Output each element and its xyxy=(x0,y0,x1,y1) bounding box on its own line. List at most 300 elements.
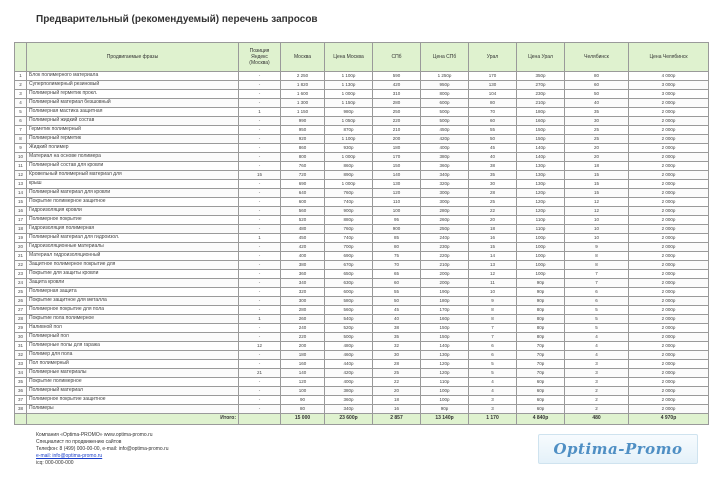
phrase-cell: Гидроизоляция полимерная xyxy=(27,225,239,234)
table-cell: - xyxy=(239,144,281,153)
table-cell: 1 300 xyxy=(281,99,325,108)
table-cell: 2 000р xyxy=(629,153,709,162)
phrase-cell: Материал на основе полимера xyxy=(27,153,239,162)
column-header: СПб xyxy=(373,43,421,72)
phrase-cell: Покрытие для защиты кровли xyxy=(27,270,239,279)
table-cell: 120р xyxy=(421,360,469,369)
table-cell: 540р xyxy=(325,315,373,324)
table-cell: - xyxy=(239,72,281,81)
total-index-cell xyxy=(15,414,27,425)
table-row xyxy=(15,252,709,261)
table-cell: 27 xyxy=(15,306,27,315)
table-cell: 90 xyxy=(281,396,325,405)
table-cell: - xyxy=(239,153,281,162)
table-cell: 21 xyxy=(239,369,281,378)
phrase-cell: Защитное полимерное покрытие для xyxy=(27,261,239,270)
table-cell: 6 xyxy=(565,288,629,297)
table-cell: 15 xyxy=(565,180,629,189)
table-cell: 2 000р xyxy=(629,144,709,153)
table-cell: 160 xyxy=(281,360,325,369)
table-cell: 180 xyxy=(281,351,325,360)
table-cell: 2 xyxy=(565,396,629,405)
table-cell: - xyxy=(239,126,281,135)
table-cell: 70 xyxy=(373,261,421,270)
table-cell: 16 xyxy=(373,405,421,414)
table-cell: 120 xyxy=(373,189,421,198)
table-cell: 70р xyxy=(517,369,565,378)
table-cell: 2 000р xyxy=(629,279,709,288)
phrase-cell: Полимерный состав для кровли xyxy=(27,162,239,171)
table-cell: 450р xyxy=(421,126,469,135)
table-cell: 70р xyxy=(517,342,565,351)
table-cell: - xyxy=(239,180,281,189)
table-cell: 1 000р xyxy=(325,180,373,189)
table-cell: 2 000р xyxy=(629,306,709,315)
phrase-cell: Полимерная мастика защитная xyxy=(27,108,239,117)
table-cell: 24 xyxy=(15,279,27,288)
table-cell: 2 000р xyxy=(629,198,709,207)
table-cell: 37 xyxy=(15,396,27,405)
table-cell: 22 xyxy=(373,378,421,387)
table-cell: 100 xyxy=(373,207,421,216)
table-cell: 200 xyxy=(373,135,421,144)
table-cell: 420 xyxy=(281,243,325,252)
table-cell: - xyxy=(239,252,281,261)
table-cell: 85 xyxy=(373,234,421,243)
table-cell: 480 xyxy=(281,225,325,234)
table-cell: 4 000р xyxy=(629,72,709,81)
table-cell: 70р xyxy=(517,351,565,360)
table-cell: 50 xyxy=(469,135,517,144)
phrase-cell: Полимерное покрытие для пола xyxy=(27,306,239,315)
total-cell: 4 970р xyxy=(629,414,709,425)
column-header: Цена Урал xyxy=(517,43,565,72)
table-cell: 110 xyxy=(373,198,421,207)
table-cell: 12 xyxy=(239,342,281,351)
table-cell: 130р xyxy=(517,171,565,180)
table-row xyxy=(15,333,709,342)
table-cell: 190р xyxy=(421,288,469,297)
table-cell: 860 xyxy=(281,144,325,153)
table-cell: 420 xyxy=(373,81,421,90)
table-row xyxy=(15,189,709,198)
table-cell: 60 xyxy=(565,81,629,90)
table-cell: 890р xyxy=(325,171,373,180)
table-cell: 2 xyxy=(565,405,629,414)
table-cell: 7 xyxy=(469,324,517,333)
table-row xyxy=(15,126,709,135)
phrase-cell: Полимерный герметик xyxy=(27,135,239,144)
table-cell: 230р xyxy=(517,90,565,99)
phrase-cell: Полимерные полы для гаража xyxy=(27,342,239,351)
table-cell: 60р xyxy=(517,387,565,396)
table-row xyxy=(15,324,709,333)
table-cell: 26 xyxy=(15,297,27,306)
table-row xyxy=(15,342,709,351)
optima-promo-logo xyxy=(538,434,698,464)
table-cell: 760 xyxy=(281,162,325,171)
table-cell: 90р xyxy=(517,279,565,288)
table-cell: 22 xyxy=(15,261,27,270)
table-cell: 140 xyxy=(281,369,325,378)
table-row xyxy=(15,144,709,153)
table-cell: 9 xyxy=(565,243,629,252)
table-cell: 21 xyxy=(15,252,27,261)
table-cell: 120р xyxy=(517,207,565,216)
table-cell: 75 xyxy=(373,252,421,261)
table-cell: 2 000р xyxy=(629,234,709,243)
table-cell: 32 xyxy=(373,342,421,351)
table-cell: 2 000р xyxy=(629,315,709,324)
table-cell: 28 xyxy=(373,360,421,369)
table-cell: 38 xyxy=(373,324,421,333)
table-cell: 740р xyxy=(325,234,373,243)
table-row xyxy=(15,216,709,225)
table-cell: 2 000р xyxy=(629,378,709,387)
table-cell: - xyxy=(239,324,281,333)
table-cell: - xyxy=(239,270,281,279)
phrase-cell: Полимерный материал для гидроизол. xyxy=(27,234,239,243)
footer-line: Специалист по продвижению сайтов xyxy=(36,439,122,445)
table-cell: 4 xyxy=(565,342,629,351)
total-cell: 480 xyxy=(565,414,629,425)
table-cell: 15 xyxy=(565,189,629,198)
table-cell: 300р xyxy=(421,189,469,198)
table-cell: 2 000р xyxy=(629,135,709,144)
table-cell: 7 xyxy=(469,333,517,342)
table-cell: 2 000р xyxy=(629,342,709,351)
table-cell: 100р xyxy=(517,270,565,279)
phrase-cell: Суперполимерный резиновый xyxy=(27,81,239,90)
contact-footer xyxy=(36,432,169,467)
table-row xyxy=(15,288,709,297)
table-row xyxy=(15,396,709,405)
table-cell: 880р xyxy=(325,216,373,225)
total-cell: 2 857 xyxy=(373,414,421,425)
table-cell: 100р xyxy=(517,261,565,270)
table-cell: 5 xyxy=(565,306,629,315)
table-cell: 32 xyxy=(15,351,27,360)
table-cell: 340р xyxy=(421,171,469,180)
table-cell: 210р xyxy=(421,261,469,270)
table-cell: 2 000р xyxy=(629,108,709,117)
phrase-cell: Покрытие полимерное защитное xyxy=(27,198,239,207)
table-cell: 2 000р xyxy=(629,288,709,297)
table-cell: 340р xyxy=(325,405,373,414)
table-cell: 450 xyxy=(281,234,325,243)
total-label: Итого: xyxy=(27,414,239,425)
table-cell: 1 150 xyxy=(281,108,325,117)
table-cell: 80 xyxy=(565,72,629,81)
total-cell: 1 170 xyxy=(469,414,517,425)
table-cell: 25 xyxy=(565,135,629,144)
table-cell: 500р xyxy=(325,333,373,342)
table-cell: 60 xyxy=(469,117,517,126)
table-cell: 2 000р xyxy=(629,207,709,216)
table-cell: 2 000р xyxy=(629,387,709,396)
table-cell: 65 xyxy=(373,270,421,279)
table-cell: 11 xyxy=(469,279,517,288)
table-cell: 29 xyxy=(15,324,27,333)
table-cell: 80 xyxy=(373,243,421,252)
table-cell: 210р xyxy=(517,99,565,108)
table-cell: 400р xyxy=(421,144,469,153)
phrase-cell: Полимерный материал для кровли xyxy=(27,189,239,198)
total-cell: 23 600р xyxy=(325,414,373,425)
table-cell: 800 xyxy=(281,153,325,162)
table-cell: 260р xyxy=(421,216,469,225)
table-cell: 220р xyxy=(421,252,469,261)
table-cell: 350р xyxy=(517,72,565,81)
table-cell: 140 xyxy=(373,171,421,180)
table-cell: 2 000р xyxy=(629,243,709,252)
table-cell: 7 xyxy=(565,279,629,288)
table-cell: 3 xyxy=(565,360,629,369)
table-cell: 140р xyxy=(421,342,469,351)
table-cell: 35 xyxy=(565,108,629,117)
table-cell: 80р xyxy=(517,333,565,342)
table-cell: 18 xyxy=(15,225,27,234)
table-cell: 560р xyxy=(325,306,373,315)
table-cell: 60 xyxy=(373,279,421,288)
table-cell: 12 xyxy=(469,270,517,279)
table-cell: 1 100р xyxy=(325,135,373,144)
table-cell: 150р xyxy=(517,135,565,144)
table-cell: 560 xyxy=(281,207,325,216)
table-cell: 1 050р xyxy=(325,117,373,126)
table-cell: 2 xyxy=(15,81,27,90)
table-cell: - xyxy=(239,261,281,270)
table-cell: 500р xyxy=(421,117,469,126)
table-cell: 100р xyxy=(517,252,565,261)
table-cell: 10 xyxy=(565,225,629,234)
table-cell: - xyxy=(239,99,281,108)
table-cell: 300 xyxy=(281,297,325,306)
table-cell: 80 xyxy=(281,405,325,414)
table-cell: 14 xyxy=(469,252,517,261)
table-cell: 2 000р xyxy=(629,252,709,261)
keywords-table xyxy=(14,42,709,425)
table-cell: - xyxy=(239,288,281,297)
table-cell: 1 150р xyxy=(325,99,373,108)
table-cell: 3 000р xyxy=(629,90,709,99)
table-cell: 2 000р xyxy=(629,171,709,180)
total-cell: 15 000 xyxy=(281,414,325,425)
table-cell: 30 xyxy=(565,117,629,126)
table-cell: 14 xyxy=(15,189,27,198)
table-cell: 420р xyxy=(325,369,373,378)
table-cell: 720 xyxy=(281,171,325,180)
table-cell: 22 xyxy=(469,207,517,216)
table-cell: 25 xyxy=(373,369,421,378)
table-cell: 10 xyxy=(469,288,517,297)
table-cell: - xyxy=(239,243,281,252)
total-cell xyxy=(239,414,281,425)
table-cell: 104 xyxy=(469,90,517,99)
footer-line: Компания «Optima-PROMO» www.optima-promo.ru xyxy=(36,432,153,438)
table-cell: 930р xyxy=(325,144,373,153)
table-cell: 1 600 xyxy=(281,90,325,99)
table-cell: 35 xyxy=(469,171,517,180)
table-cell: 870р xyxy=(325,126,373,135)
table-cell: 18 xyxy=(565,162,629,171)
phrase-cell: Полимерный жидкий состав xyxy=(27,117,239,126)
phrase-cell: Пол полимерный xyxy=(27,360,239,369)
table-cell: 15 xyxy=(469,243,517,252)
table-cell: 990 xyxy=(281,117,325,126)
table-cell: 240 xyxy=(281,324,325,333)
table-cell: - xyxy=(239,207,281,216)
table-cell: 220 xyxy=(373,117,421,126)
table-row xyxy=(15,351,709,360)
table-cell: 1 xyxy=(239,234,281,243)
phrase-cell: Блок полимерного материала xyxy=(27,72,239,81)
table-cell: 80р xyxy=(517,324,565,333)
table-row xyxy=(15,153,709,162)
phrase-cell: Полимеры xyxy=(27,405,239,414)
table-cell: - xyxy=(239,360,281,369)
table-cell: 3 xyxy=(15,90,27,99)
table-cell: 1 xyxy=(15,72,27,81)
table-cell: - xyxy=(239,378,281,387)
table-cell: 800р xyxy=(421,90,469,99)
table-cell: 220 xyxy=(281,333,325,342)
table-total-row xyxy=(15,414,709,425)
table-cell: 130р xyxy=(421,351,469,360)
table-cell: 19 xyxy=(15,234,27,243)
table-cell: 580р xyxy=(325,297,373,306)
table-cell: 8 xyxy=(565,252,629,261)
table-cell: 100р xyxy=(421,396,469,405)
phrase-cell: Жидкий полимер xyxy=(27,144,239,153)
column-header: Позиция Яндекс (Москва) xyxy=(239,43,281,72)
phrase-cell: Наливной пол xyxy=(27,324,239,333)
table-cell: - xyxy=(239,162,281,171)
phrase-cell: Полимер для пола xyxy=(27,351,239,360)
table-cell: 400р xyxy=(325,378,373,387)
table-cell: 50 xyxy=(565,90,629,99)
table-cell: 3 000р xyxy=(629,81,709,90)
table-cell: 6 xyxy=(469,342,517,351)
table-cell: 30 xyxy=(373,351,421,360)
table-cell: 80р xyxy=(517,306,565,315)
table-cell: 2 000р xyxy=(629,180,709,189)
table-cell: 520р xyxy=(325,324,373,333)
footer-line: icq: 000-000-000 xyxy=(36,460,74,466)
table-cell: 380р xyxy=(421,153,469,162)
table-cell: 640 xyxy=(281,189,325,198)
table-cell: - xyxy=(239,198,281,207)
table-cell: - xyxy=(239,306,281,315)
table-cell: 5 xyxy=(565,315,629,324)
table-row xyxy=(15,261,709,270)
table-cell: 38 xyxy=(15,405,27,414)
table-cell: 980р xyxy=(325,108,373,117)
table-cell: 110р xyxy=(517,225,565,234)
table-cell: 2 000р xyxy=(629,189,709,198)
table-cell: 950 xyxy=(281,126,325,135)
table-row xyxy=(15,306,709,315)
table-cell: 240р xyxy=(421,234,469,243)
table-row xyxy=(15,225,709,234)
footer-line: Телефон: 8 (499) 000-00-00, e-mail: info@optima-promo.ru xyxy=(36,446,169,452)
table-cell: 38 xyxy=(469,162,517,171)
table-row xyxy=(15,378,709,387)
column-header: Цена Челябинск xyxy=(629,43,709,72)
footer-email-link[interactable]: e-mail: info@optima-promo.ru xyxy=(36,453,103,459)
table-cell: 280р xyxy=(421,207,469,216)
table-cell: 180р xyxy=(517,108,565,117)
table-cell: 210 xyxy=(373,126,421,135)
table-row xyxy=(15,387,709,396)
table-cell: 380р xyxy=(325,387,373,396)
table-cell: 8 xyxy=(15,135,27,144)
phrase-cell: Полимерная защита xyxy=(27,288,239,297)
table-cell: 6 xyxy=(15,117,27,126)
table-cell: 2 000р xyxy=(629,126,709,135)
table-cell: 460р xyxy=(325,351,373,360)
table-cell: 2 000р xyxy=(629,351,709,360)
table-cell: 80р xyxy=(517,315,565,324)
table-cell: 13 xyxy=(15,180,27,189)
table-cell: - xyxy=(239,225,281,234)
table-cell: 16 xyxy=(15,207,27,216)
table-cell: 6 xyxy=(469,351,517,360)
table-cell: 360р xyxy=(325,396,373,405)
table-cell: 760р xyxy=(325,225,373,234)
table-cell: 520 xyxy=(281,216,325,225)
table-cell: 670р xyxy=(325,261,373,270)
table-cell: 150р xyxy=(517,126,565,135)
total-cell: 13 140р xyxy=(421,414,469,425)
table-cell: 4 xyxy=(469,378,517,387)
table-cell: 15 xyxy=(565,171,629,180)
table-cell: 130 xyxy=(469,81,517,90)
table-cell: 600р xyxy=(325,288,373,297)
total-cell: 4 840р xyxy=(517,414,565,425)
table-row xyxy=(15,270,709,279)
table-cell: 100р xyxy=(421,387,469,396)
column-header: Москва xyxy=(281,43,325,72)
column-header: Цена Москва xyxy=(325,43,373,72)
table-cell: - xyxy=(239,405,281,414)
table-cell: 30 xyxy=(15,333,27,342)
table-row xyxy=(15,72,709,81)
table-cell: 1 xyxy=(239,108,281,117)
table-cell: 5 xyxy=(565,324,629,333)
table-cell: 7 xyxy=(15,126,27,135)
table-cell: - xyxy=(239,81,281,90)
table-cell: 13 xyxy=(469,261,517,270)
table-cell: 80 xyxy=(469,99,517,108)
table-cell: 140р xyxy=(517,144,565,153)
table-cell: 12 xyxy=(565,207,629,216)
table-cell: 2 000р xyxy=(629,261,709,270)
table-cell: 170 xyxy=(469,72,517,81)
table-cell: 10 xyxy=(15,153,27,162)
table-cell: 25 xyxy=(469,198,517,207)
table-cell: 230р xyxy=(421,243,469,252)
table-cell: 920 xyxy=(281,135,325,144)
phrase-cell: Полимерный герметик прокл. xyxy=(27,90,239,99)
table-cell: 500р xyxy=(421,108,469,117)
table-cell: 90р xyxy=(517,297,565,306)
table-cell: 8 xyxy=(565,261,629,270)
table-row xyxy=(15,90,709,99)
table-cell: 1 250р xyxy=(421,72,469,81)
table-cell: 130р xyxy=(517,162,565,171)
table-cell: 170р xyxy=(421,306,469,315)
